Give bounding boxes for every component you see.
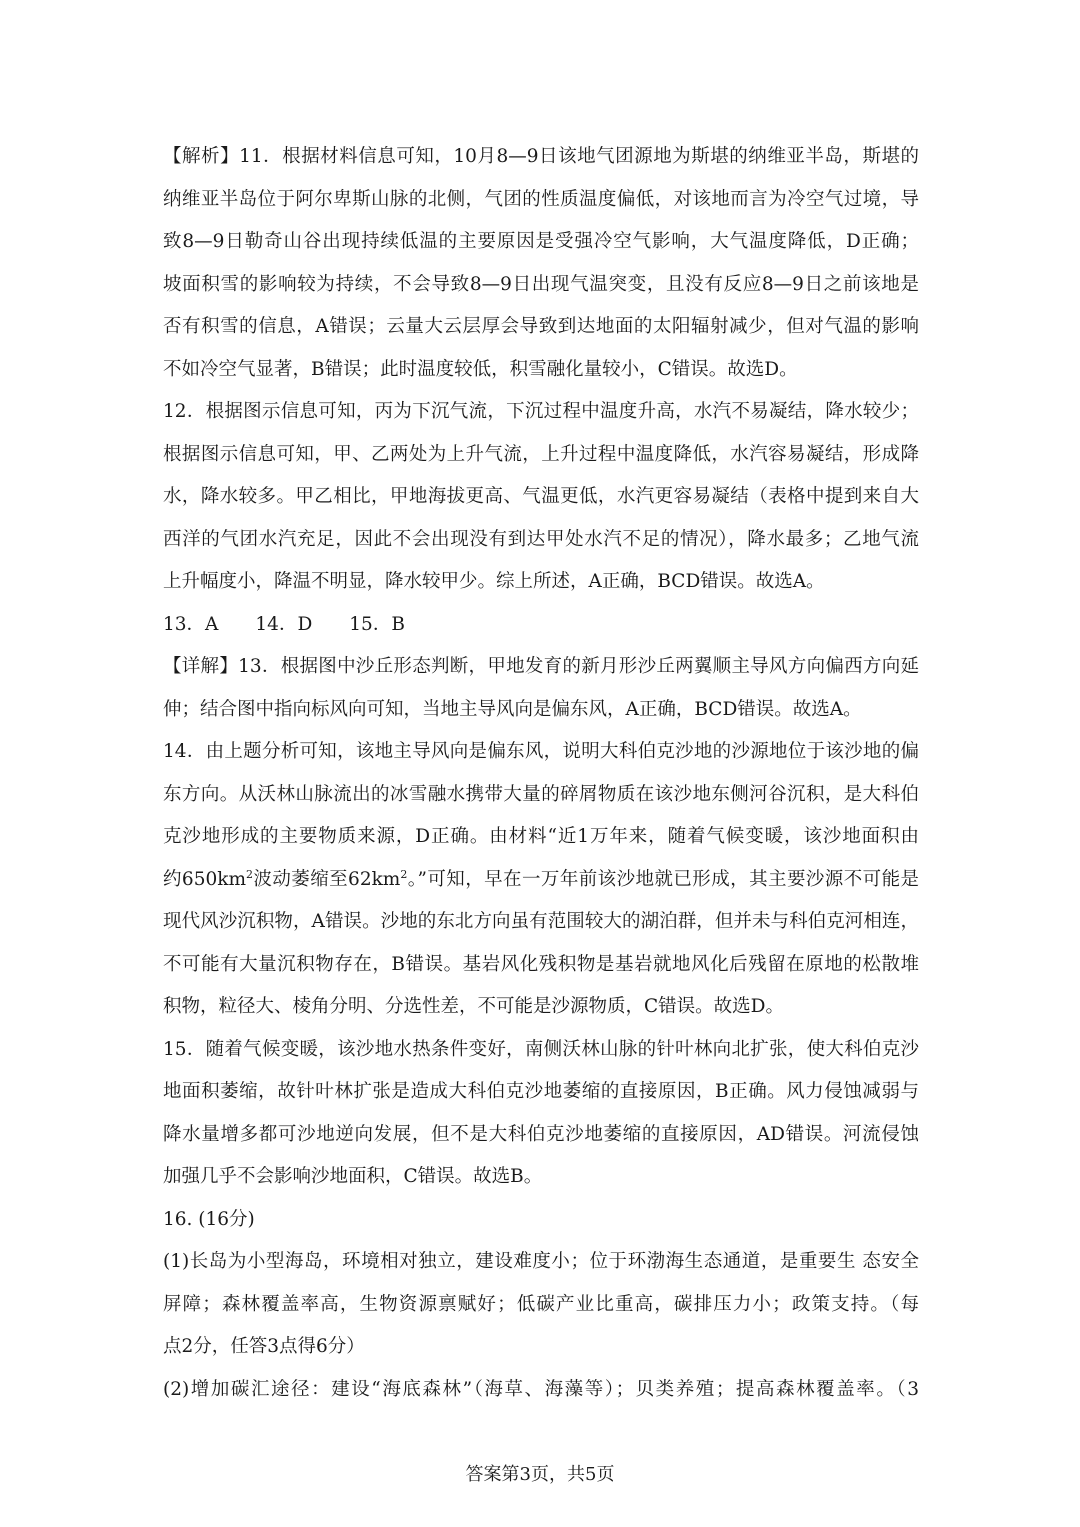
text-line — [163, 859, 919, 902]
text-line: 积物，粒径大、棱角分明、分选性差，不可能是沙源物质，C错误。故选D。 — [163, 996, 784, 1017]
text-line: 13．A 14．D 15．B — [163, 613, 405, 635]
text-line: 不可能有大量沉积物存在，B错误。基岩风化残积物是基岩就地风化后残留在原地的松散堆 — [163, 953, 919, 975]
text-line: 地面积萎缩，故针叶林扩张是造成大科伯克沙地萎缩的直接原因，B正确。风力侵蚀减弱与 — [163, 1081, 919, 1102]
text-line: 屏障；森林覆盖率高，生物资源禀赋好；低碳产业比重高，碳排压力小；政策支持。（每 — [163, 1293, 919, 1315]
text-line: 12．根据图示信息可知，丙为下沉气流，下沉过程中温度升高，水汽不易凝结，降水较少； — [163, 401, 919, 422]
page-footer: 答案第3页，共5页 — [465, 1464, 615, 1485]
text-line: 水，降水较多。甲乙相比，甲地海拔更高、气温更低，水汽更容易凝结（表格中提到来自大 — [163, 486, 919, 507]
answer-body — [163, 136, 919, 1411]
superscript: 2 — [246, 867, 253, 881]
text-line: 纳维亚半岛位于阿尔卑斯山脉的北侧，气团的性质温度偏低，对该地而言为冷空气过境，导 — [163, 188, 919, 210]
text-line: 16. (16分) — [163, 1208, 255, 1230]
text-line: 14．由上题分析可知，该地主导风向是偏东风，说明大科伯克沙地的沙源地位于该沙地的偏 — [163, 741, 919, 762]
text-line: 伸；结合图中指向标风向可知，当地主导风向是偏东风，A正确，BCD错误。故选A。 — [163, 698, 862, 720]
text-line: 上升幅度小，降温不明显，降水较甲少。综上所述，A正确，BCD错误。故选A。 — [163, 571, 825, 592]
text-line: 西洋的气团水汽充足，因此不会出现没有到达甲处水汽不足的情况），降水最多；乙地气流 — [163, 528, 919, 550]
text-line: 降水量增多都可沙地逆向发展，但不是大科伯克沙地萎缩的直接原因，AD错误。河流侵蚀 — [163, 1123, 919, 1145]
text-line: 点2分，任答3点得6分） — [163, 1336, 365, 1357]
text-fragment: 。”可知，早在一万年前该沙地就已形成，其主要沙源不可能是 — [407, 868, 919, 890]
text-line: 【解析】11．根据材料信息可知，10月8—9日该地气团源地为斯堪的纳维亚半岛，斯堪的 — [163, 146, 919, 167]
text-line: 现代风沙沉积物，A错误。沙地的东北方向虽有范围较大的湖泊群，但并未与科伯克河相连， — [163, 911, 919, 932]
text-line: 【详解】13．根据图中沙丘形态判断，甲地发育的新月形沙丘两翼顺主导风方向偏西方向延 — [163, 656, 919, 677]
text-line: 加强几乎不会影响沙地面积，C错误。故选B。 — [163, 1166, 543, 1187]
text-line: 东方向。从沃林山脉流出的冰雪融水携带大量的碎屑物质在该沙地东侧河谷沉积，是大科伯 — [163, 783, 919, 805]
text-fragment: 约650km — [163, 868, 246, 890]
text-line: (2)增加碳汇途径：建设“海底森林”（海草、海藻等）；贝类养殖；提高森林覆盖率。（3 — [163, 1378, 919, 1400]
text-line: 克沙地形成的主要物质来源，D正确。由材料“近1万年来，随着气候变暖，该沙地面积由 — [163, 826, 919, 847]
text-line: 15．随着气候变暖，该沙地水热条件变好，南侧沃林山脉的针叶林向北扩张，使大科伯克沙 — [163, 1038, 919, 1060]
text-line: 否有积雪的信息，A错误；云量大云层厚会导致到达地面的太阳辐射减少，但对气温的影响 — [163, 316, 919, 337]
text-line: 不如冷空气显著，B错误；此时温度较低，积雪融化量较小，C错误。故选D。 — [163, 358, 798, 380]
text-line: 根据图示信息可知，甲、乙两处为上升气流，上升过程中温度降低，水汽容易凝结，形成降 — [163, 443, 919, 465]
text-line: 致8—9日勒奇山谷出现持续低温的主要原因是受强冷空气影响，大气温度降低，D正确； — [163, 231, 919, 252]
text-fragment: 波动萎缩至62km — [253, 868, 401, 890]
text-line: 坡面积雪的影响较为持续，不会导致8—9日出现气温突变，且没有反应8—9日之前该地是 — [163, 273, 919, 295]
superscript: 2 — [400, 867, 408, 881]
text-line: (1)长岛为小型海岛，环境相对独立，建设难度小；位于环渤海生态通道，是重要生 态安全 — [163, 1251, 919, 1272]
